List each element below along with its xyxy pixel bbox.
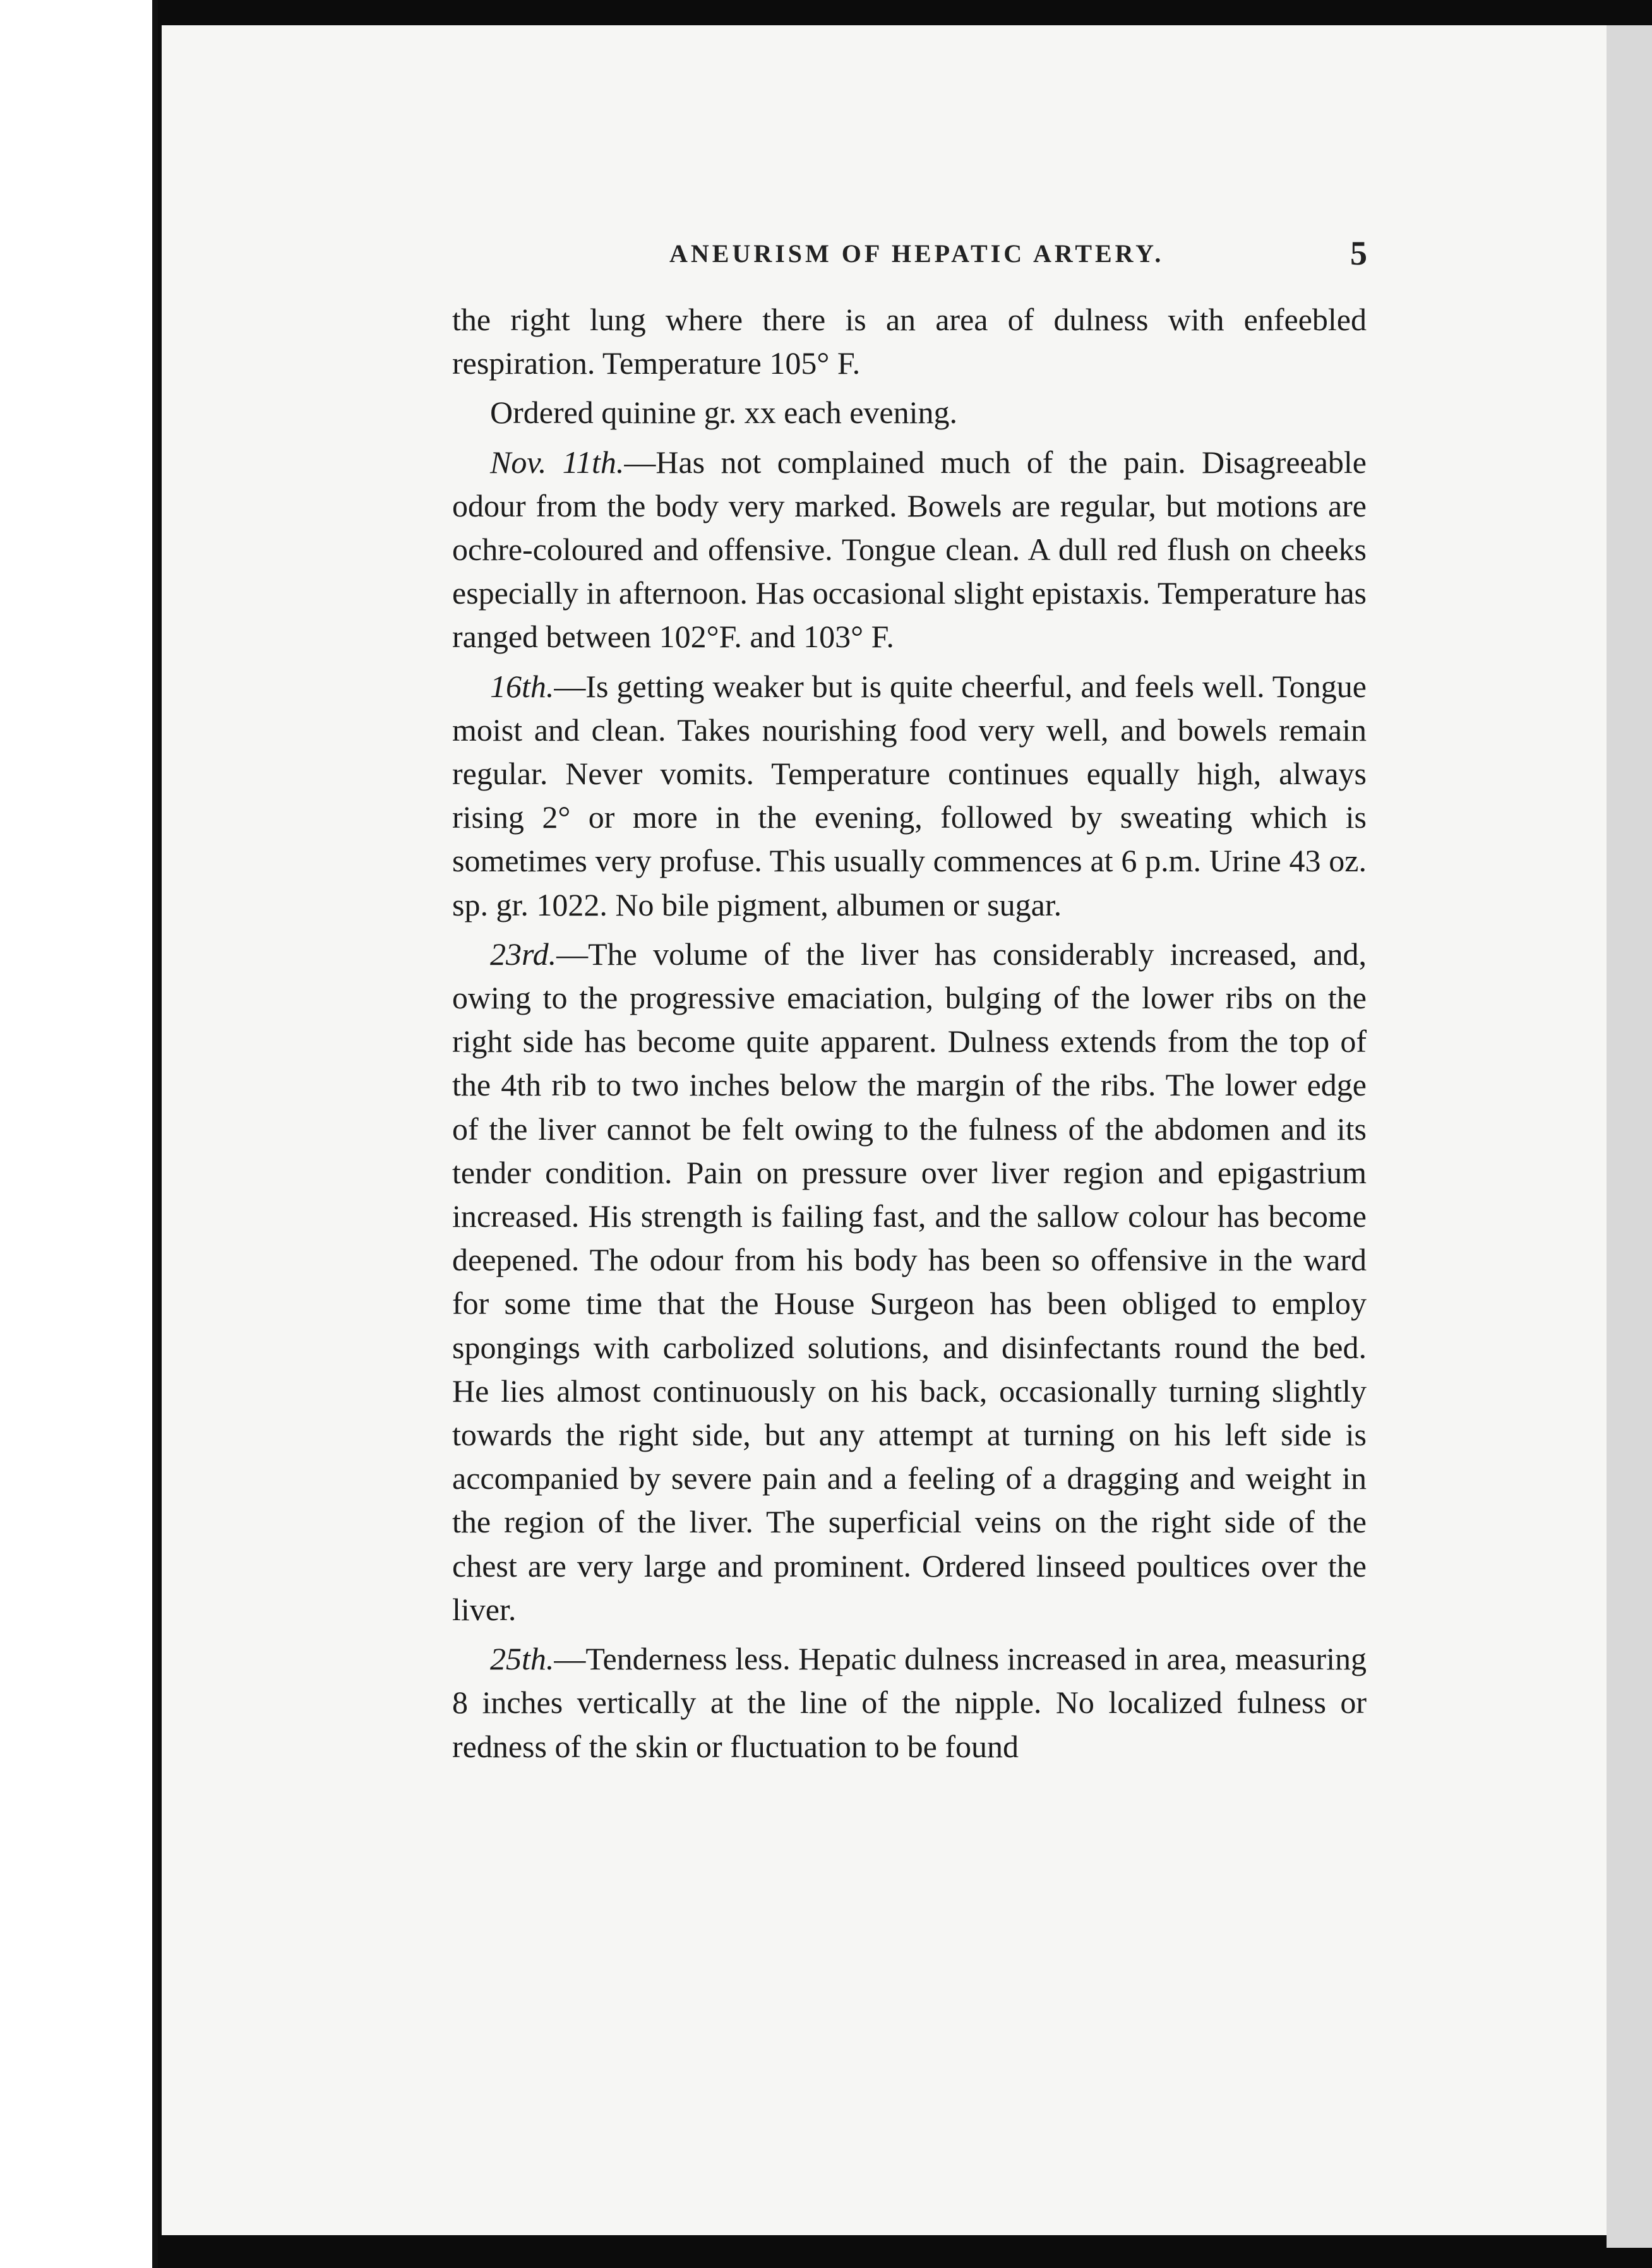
entry-date: Nov. 11th.	[490, 444, 625, 480]
entry-date: 23rd.	[490, 936, 557, 972]
paragraph	[452, 1637, 1367, 1769]
page-edge-shadow	[1607, 25, 1652, 2248]
paragraph-text: —Tenderness less. Hepatic dulness increased in area, measuring 8 inches vertically at the line of the nipple. No localized fulness or redness of the skin or fluctuation to be found	[452, 1641, 1367, 1764]
body-text	[452, 298, 1367, 1774]
entry-date: 25th.	[490, 1641, 554, 1677]
paragraph	[452, 298, 1367, 385]
running-header: ANEURISM OF HEPATIC ARTERY.	[669, 239, 1164, 268]
paragraph-text: —The volume of the liver has considerably increased, and, owing to the progressive emaciation, bulging of the lower ribs on the right side has become quite apparent. Dulness extends from the top of the 4th rib to two inches below the margin of the ribs. The lower edge of the liver cannot be felt owing to the fulness of the abdomen and its tender condition. Pain on pressure over liver region and epigastrium increased. His strength is failing fast, and the sallow colour has become deepened. The odour from his body has been so offensive in the ward for some time that the House Surgeon has been obliged to employ spongings with carbolized solutions, and disinfectants round the bed. He lies almost continuously on his back, occasionally turning slightly towards the right side, but any attempt at turning on his left side is accompanied by severe pain and a feeling of a dragging and weight in the region of the liver. The superficial veins on the right side of the chest are very large and prominent. Ordered linseed poultices over the liver.	[452, 936, 1367, 1627]
paragraph	[452, 933, 1367, 1632]
gutter-line	[152, 0, 158, 2268]
facing-page-edge	[0, 0, 157, 2268]
paragraph-text: —Is getting weaker but is quite cheerful, and feels well. Tongue moist and clean. Takes nourishing food very well, and bowels remain regular. Never vomits. Temperature continues equally high, always rising 2° or more in the evening, followed by sweating which is sometimes very profuse. This usually commences at 6 p.m. Urine 43 oz. sp. gr. 1022. No bile pigment, albumen or sugar.	[452, 668, 1367, 922]
page-number: 5	[1350, 234, 1367, 272]
paragraph-text: the right lung where there is an area of dulness with enfeebled respiration. Temperature 105° F.	[452, 302, 1367, 381]
paragraph-text: Ordered quinine gr. xx each evening.	[490, 395, 958, 431]
paragraph	[452, 441, 1367, 659]
paragraph-text: —Has not complained much of the pain. Disagreeable odour from the body very marked. Bowels are regular, but motions are ochre-coloured and offensive. Tongue clean. A dull red flush on cheeks especially in afternoon. Has occasional slight epistaxis. Temperature has ranged between 102°F. and 103° F.	[452, 444, 1367, 655]
paragraph	[452, 391, 1367, 434]
paragraph	[452, 665, 1367, 927]
entry-date: 16th.	[490, 668, 554, 704]
